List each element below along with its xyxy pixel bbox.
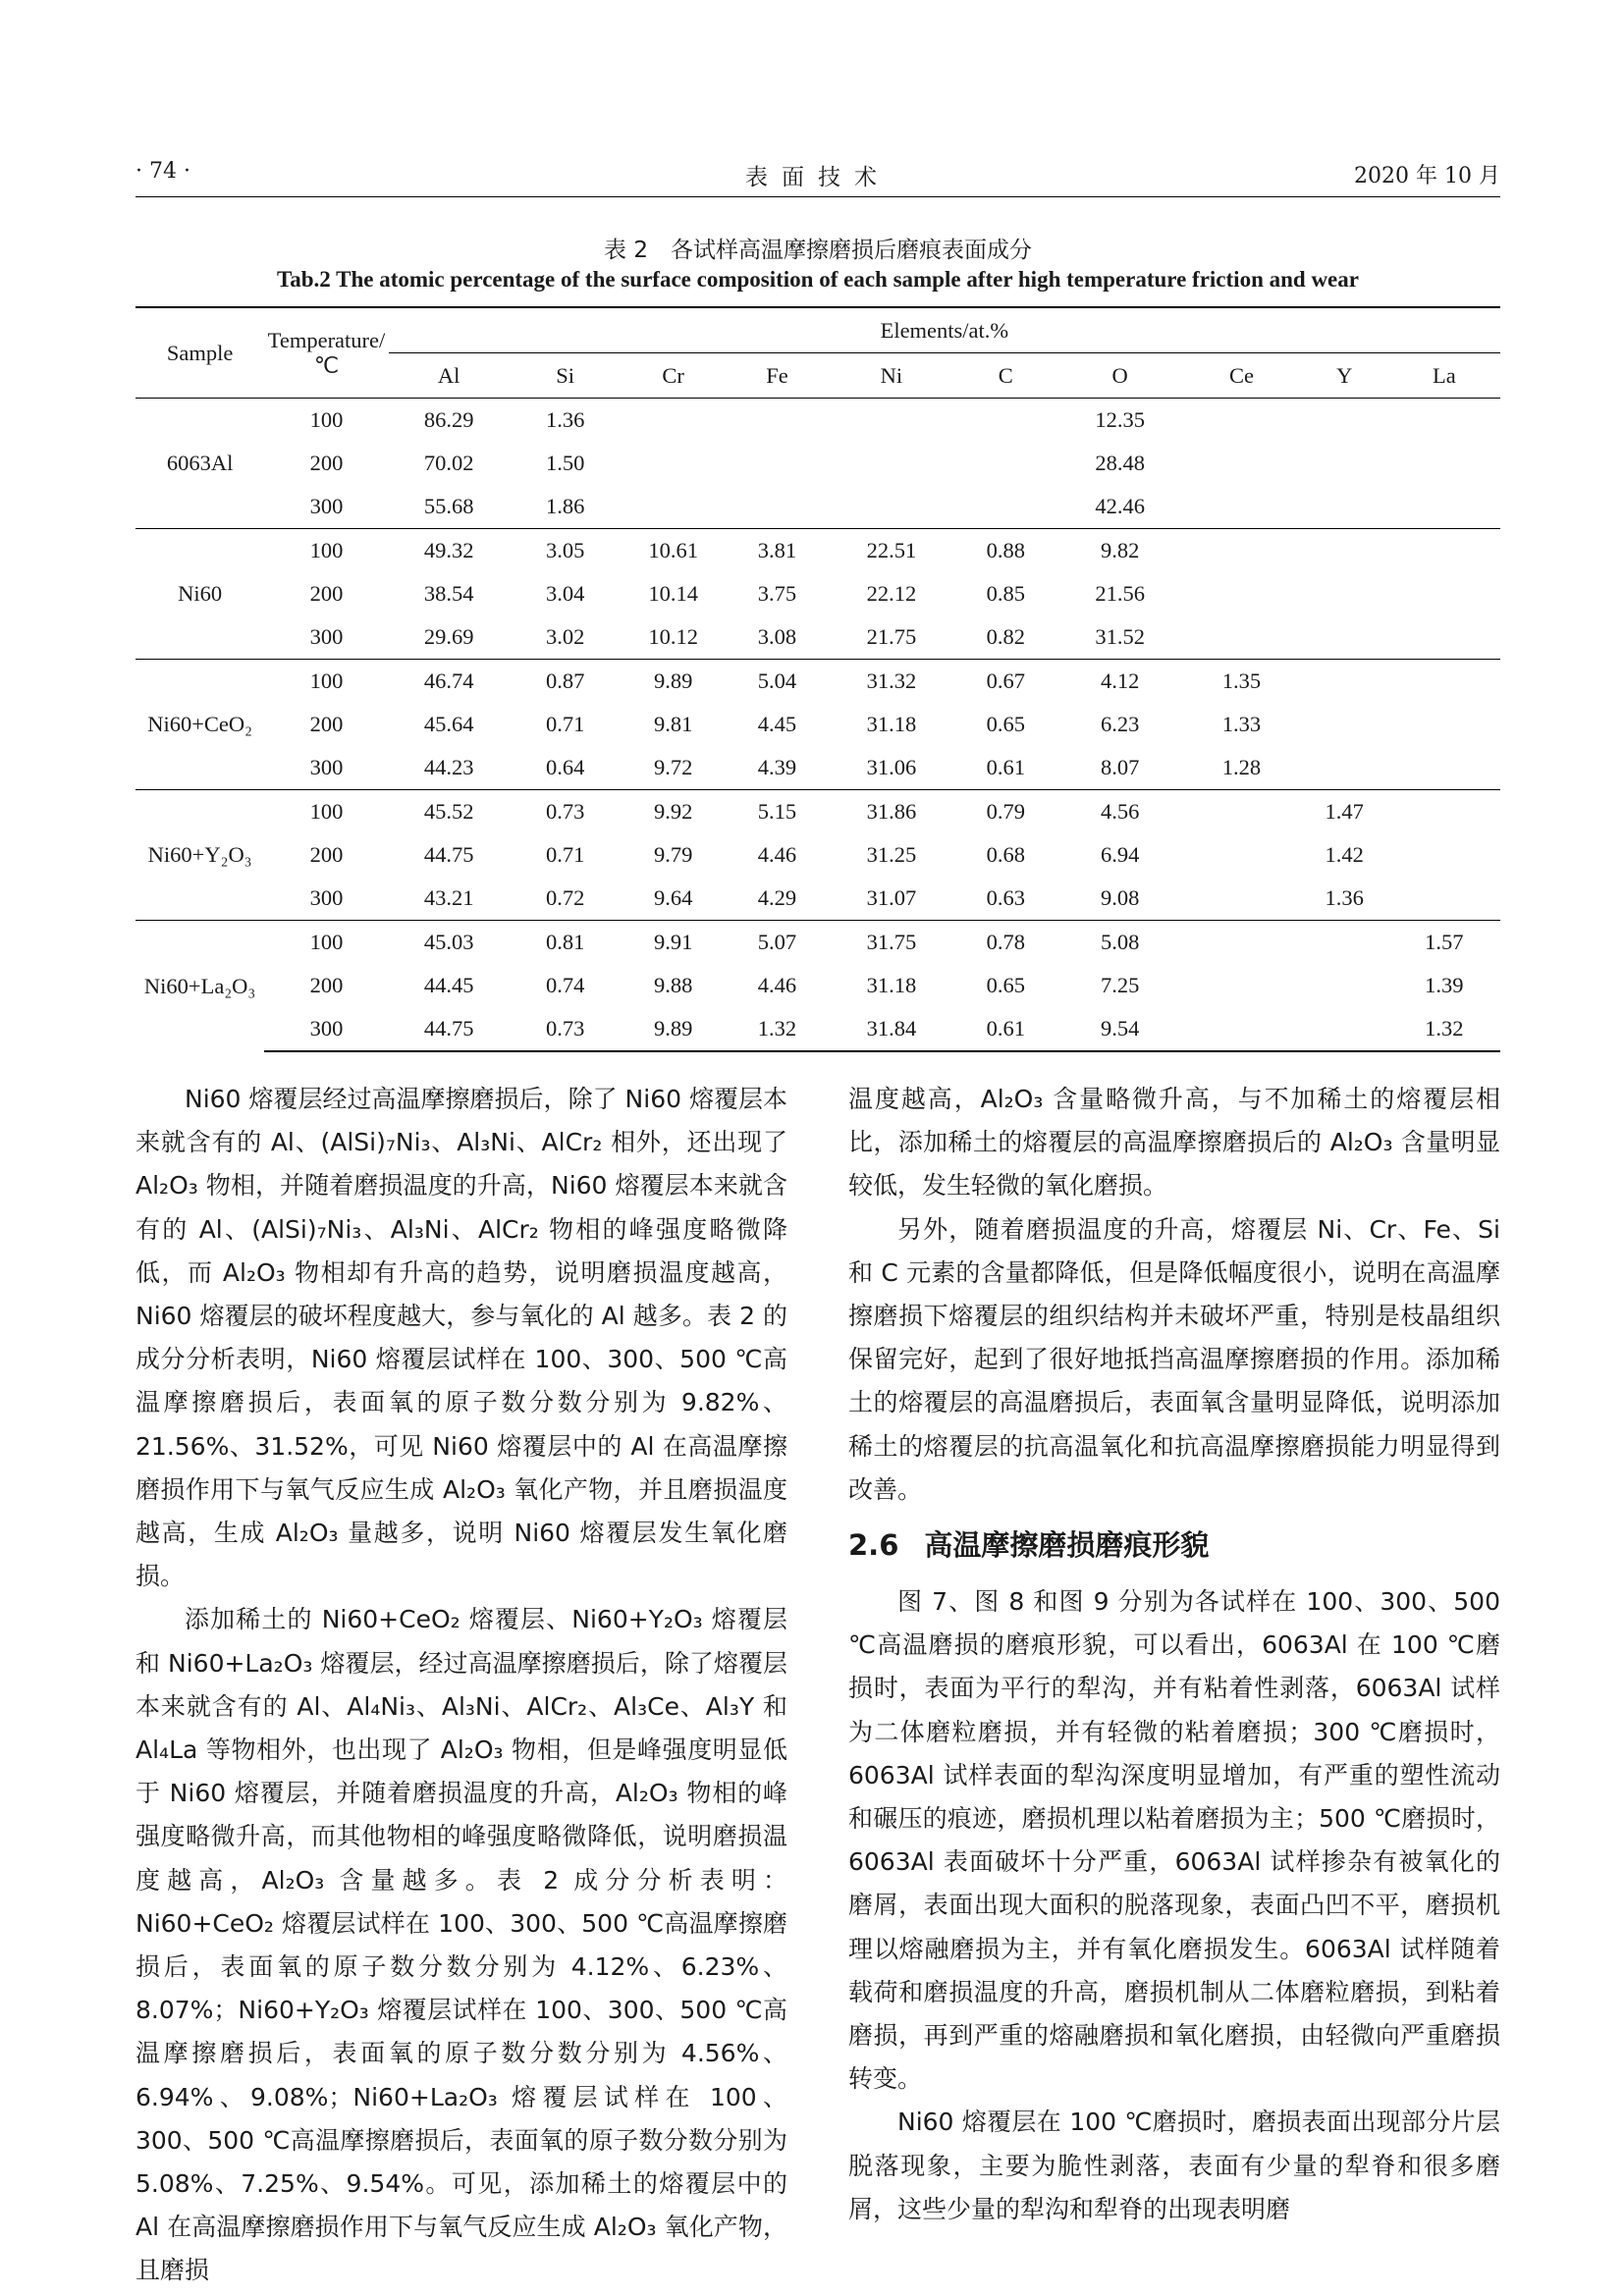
value-cell-fe: 4.46 bbox=[757, 973, 797, 997]
element-header-al: Al bbox=[389, 353, 510, 399]
value-cell-ce bbox=[1182, 442, 1301, 485]
value-cell-ni: 31.32 bbox=[829, 660, 953, 704]
page-number: · 74 · bbox=[135, 159, 190, 184]
value-cell-ce bbox=[1182, 485, 1301, 529]
element-header-ce: Ce bbox=[1182, 353, 1301, 399]
value-cell-ce bbox=[1182, 833, 1301, 877]
journal-title: 表面技术 bbox=[745, 165, 891, 190]
paragraph: Ni60 熔覆层经过高温摩擦磨损后，除了 Ni60 熔覆层本来就含有的 Al、(AlSi)₇Ni₃、Al₃Ni、AlCr₂ 相外，还出现了 Al₂O₃ 物相，并随着磨损温度的升高，Ni60 熔覆层本来就含有的 Al、(AlSi)₇Ni₃、Al₃Ni、AlCr₂ 物相的峰强度略微降低，而 Al₂O₃ 物相却有升高的趋势，说明磨损温度越高，Ni60 熔覆层的破坏程度越大，参与氧化的 Al 越多。表 2 的成分分析表明，Ni60 熔覆层试样在 100、300、500 ℃高温摩擦磨损后，表面氧的原子数分数分别为 9.82%、21.56%、31.52%，可见 Ni60 熔覆层中的 Al 在高温摩擦磨损作用下与氧气反应生成 Al₂O₃ 氧化产物，并且磨损温度越高，生成 Al₂O₃ 量越多，说明 Ni60 熔覆层发生氧化磨损。 bbox=[135, 1085, 787, 1591]
value-cell-ni bbox=[829, 442, 953, 485]
value-cell-ce: 1.28 bbox=[1221, 755, 1262, 779]
temperature-cell: 200 bbox=[309, 842, 344, 867]
value-cell-c: 0.82 bbox=[986, 624, 1025, 649]
element-header-cr: Cr bbox=[622, 353, 726, 399]
value-cell-cr: 9.92 bbox=[622, 790, 726, 834]
table-row bbox=[135, 399, 1500, 443]
value-cell-y bbox=[1301, 572, 1388, 615]
value-cell-ce bbox=[1182, 399, 1301, 443]
value-cell-o: 12.35 bbox=[1057, 399, 1182, 443]
value-cell-fe: 4.46 bbox=[757, 842, 797, 867]
value-cell-al: 55.68 bbox=[423, 494, 474, 518]
value-cell-si: 0.71 bbox=[545, 712, 585, 736]
value-cell-al: 46.74 bbox=[389, 660, 510, 704]
value-cell-ni: 31.75 bbox=[829, 921, 953, 965]
table-row bbox=[135, 746, 1500, 790]
value-cell-si: 3.05 bbox=[510, 529, 622, 573]
value-cell-la bbox=[1388, 615, 1500, 660]
value-cell-si: 0.87 bbox=[510, 660, 622, 704]
value-cell-y bbox=[1301, 615, 1388, 660]
value-cell-si: 0.81 bbox=[510, 921, 622, 965]
value-cell-cr bbox=[622, 442, 726, 485]
value-cell-cr: 9.89 bbox=[622, 660, 726, 704]
value-cell-ce: 1.35 bbox=[1182, 660, 1301, 704]
value-cell-ce bbox=[1182, 877, 1301, 921]
value-cell-y bbox=[1301, 1007, 1388, 1051]
table-row bbox=[135, 921, 1500, 965]
value-cell-c: 0.65 bbox=[986, 973, 1025, 997]
value-cell-al: 49.32 bbox=[389, 529, 510, 573]
value-cell-fe: 5.15 bbox=[726, 790, 830, 834]
temperature-cell: 200 bbox=[309, 712, 344, 736]
temperature-cell: 200 bbox=[309, 451, 344, 475]
value-cell-o: 7.25 bbox=[1100, 973, 1140, 997]
table-caption-zh: 表 2 各试样高温摩擦磨损后磨痕表面成分 bbox=[604, 238, 1032, 263]
value-cell-ni: 31.25 bbox=[866, 842, 917, 867]
element-header-o: O bbox=[1057, 353, 1182, 399]
temperature-cell: 200 bbox=[309, 973, 344, 997]
value-cell-o: 31.52 bbox=[1095, 624, 1145, 649]
value-cell-la bbox=[1388, 877, 1500, 921]
value-cell-al: 70.02 bbox=[423, 451, 474, 475]
sample-group bbox=[135, 921, 1500, 1052]
temperature-cell: 300 bbox=[309, 885, 344, 910]
table-row bbox=[135, 615, 1500, 660]
table-row bbox=[135, 877, 1500, 921]
value-cell-o: 9.08 bbox=[1100, 885, 1140, 910]
value-cell-fe: 1.32 bbox=[726, 1007, 830, 1051]
value-cell-y bbox=[1301, 399, 1388, 443]
value-cell-la bbox=[1388, 399, 1500, 443]
sample-name: Ni60+CeO₂ bbox=[135, 660, 264, 790]
value-cell-c: 0.63 bbox=[986, 885, 1025, 910]
value-cell-c: 0.67 bbox=[953, 660, 1057, 704]
value-cell-c: 0.65 bbox=[986, 712, 1025, 736]
element-header-c: C bbox=[953, 353, 1057, 399]
value-cell-fe bbox=[726, 485, 830, 529]
value-cell-o: 4.12 bbox=[1057, 660, 1182, 704]
value-cell-y: 1.36 bbox=[1325, 885, 1364, 910]
element-header-si: Si bbox=[510, 353, 622, 399]
value-cell-y: 1.47 bbox=[1301, 790, 1388, 834]
table-row bbox=[135, 703, 1500, 746]
value-cell-al: 45.64 bbox=[423, 712, 474, 736]
value-cell-ni bbox=[829, 399, 953, 443]
element-header-fe: Fe bbox=[726, 353, 830, 399]
value-cell-fe: 3.81 bbox=[726, 529, 830, 573]
value-cell-o: 8.07 bbox=[1100, 755, 1140, 779]
value-cell-si: 3.02 bbox=[545, 624, 585, 649]
composition-table bbox=[135, 306, 1500, 1052]
value-cell-la bbox=[1388, 746, 1500, 790]
value-cell-cr: 9.81 bbox=[653, 712, 693, 736]
value-cell-ni: 21.75 bbox=[866, 624, 917, 649]
temperature-cell: 100 bbox=[264, 399, 389, 443]
temperature-cell: 300 bbox=[264, 1007, 389, 1051]
element-header-la: La bbox=[1388, 353, 1500, 399]
section-title: 高温摩擦磨损磨痕形貌 bbox=[924, 1528, 1210, 1563]
table-row bbox=[135, 833, 1500, 877]
value-cell-al: 44.75 bbox=[423, 842, 474, 867]
table-caption-en: Tab.2 The atomic percentage of the surface composition of each sample after high temperature friction and wear bbox=[277, 267, 1359, 292]
temperature-cell: 100 bbox=[264, 790, 389, 834]
value-cell-ni: 31.07 bbox=[866, 885, 917, 910]
sample-group bbox=[135, 790, 1500, 921]
sample-name: Ni60+La₂O₃ bbox=[135, 921, 264, 1052]
value-cell-la: 1.32 bbox=[1388, 1007, 1500, 1051]
value-cell-ce bbox=[1182, 790, 1301, 834]
value-cell-ce: 1.33 bbox=[1221, 712, 1262, 736]
value-cell-c: 0.78 bbox=[953, 921, 1057, 965]
issue-date: 2020 年 10 月 bbox=[1354, 164, 1500, 188]
sample-name: Ni60 bbox=[135, 529, 264, 660]
value-cell-la bbox=[1388, 442, 1500, 485]
value-cell-la bbox=[1388, 572, 1500, 615]
value-cell-y bbox=[1301, 964, 1388, 1007]
element-header-y: Y bbox=[1301, 353, 1388, 399]
value-cell-cr: 10.14 bbox=[648, 581, 698, 606]
value-cell-ce bbox=[1182, 921, 1301, 965]
paragraph: 图 7、图 8 和图 9 分别为各试样在 100、300、500 ℃高温磨损的磨痕形貌，可以看出，6063Al 在 100 ℃磨损时，表面为平行的犁沟，并有粘着性剥落，6063Al 试样为二体磨粒磨损，并有轻微的粘着磨损；300 ℃磨损时，6063Al 试样表面的犁沟深度明显增加，有严重的塑性流动和碾压的痕迹，磨损机理以粘着磨损为主；500 ℃磨损时，6063Al 表面破坏十分严重，6063Al 试样掺杂有被氧化的磨屑，表面出现大面积的脱落现象，表面凸凹不平，磨损机理以熔融磨损为主，并有氧化磨损发生。6063Al 试样随着载荷和磨损温度的升高，磨损机制从二体磨粒磨损，到粘着磨损，再到严重的熔融磨损和氧化磨损，由轻微向严重磨损转变。 bbox=[848, 1587, 1500, 2094]
value-cell-si: 3.04 bbox=[545, 581, 585, 606]
value-cell-ce bbox=[1182, 529, 1301, 573]
value-cell-al: 45.52 bbox=[389, 790, 510, 834]
value-cell-y bbox=[1301, 746, 1388, 790]
value-cell-al: 38.54 bbox=[423, 581, 474, 606]
value-cell-cr bbox=[622, 485, 726, 529]
value-cell-fe: 3.75 bbox=[757, 581, 797, 606]
value-cell-cr: 9.79 bbox=[653, 842, 693, 867]
value-cell-o: 5.08 bbox=[1057, 921, 1182, 965]
value-cell-ni: 31.18 bbox=[866, 712, 917, 736]
value-cell-ni: 31.86 bbox=[829, 790, 953, 834]
table-row bbox=[135, 1007, 1500, 1051]
value-cell-fe: 4.29 bbox=[757, 885, 797, 910]
temperature-cell: 200 bbox=[309, 581, 344, 606]
value-cell-fe: 4.39 bbox=[757, 755, 797, 779]
value-cell-cr: 9.64 bbox=[653, 885, 693, 910]
value-cell-o: 21.56 bbox=[1095, 581, 1145, 606]
value-cell-y bbox=[1301, 529, 1388, 573]
value-cell-fe: 5.07 bbox=[726, 921, 830, 965]
value-cell-la bbox=[1388, 485, 1500, 529]
value-cell-ni: 31.18 bbox=[866, 973, 917, 997]
table-row bbox=[135, 485, 1500, 529]
value-cell-si: 1.50 bbox=[545, 451, 585, 475]
value-cell-la: 1.57 bbox=[1388, 921, 1500, 965]
value-cell-o: 42.46 bbox=[1095, 494, 1145, 518]
value-cell-ce bbox=[1182, 964, 1301, 1007]
right-column bbox=[848, 1078, 1500, 2231]
value-cell-si: 0.74 bbox=[545, 973, 585, 997]
value-cell-y bbox=[1301, 660, 1388, 704]
value-cell-y bbox=[1301, 921, 1388, 965]
value-cell-c bbox=[953, 399, 1057, 443]
page-header bbox=[135, 157, 1500, 197]
value-cell-y bbox=[1301, 442, 1388, 485]
paragraph: 添加稀土的 Ni60+CeO₂ 熔覆层、Ni60+Y₂O₃ 熔覆层和 Ni60+La₂O₃ 熔覆层，经过高温摩擦磨损后，除了熔覆层本来就含有的 Al、Al₄Ni₃、Al₃Ni、AlCr₂、Al₃Ce、Al₃Y 和 Al₄La 等物相外，也出现了 Al₂O₃ 物相，但是峰强度明显低于 Ni60 熔覆层，并随着磨损温度的升高，Al₂O₃ 物相的峰强度略微升高，而其他物相的峰强度略微降低，说明磨损温度越高，Al₂O₃ 含量越多。表 2 成分分析表明：Ni60+CeO₂ 熔覆层试样在 100、300、500 ℃高温摩擦磨损后，表面氧的原子数分数分别为 4.12%、6.23%、8.07%；Ni60+Y₂O₃ 熔覆层试样在 100、300、500 ℃高温摩擦磨损后，表面氧的原子数分数分别为 4.56%、6.94%、9.08%；Ni60+La₂O₃ 熔覆层试样在 100、300、500 ℃高温摩擦磨损后，表面氧的原子数分数分别为 5.08%、7.25%、9.54%。可见，添加稀土的熔覆层中的 Al 在高温摩擦磨损作用下与氧气反应生成 Al₂O₃ 氧化产物，且磨损 bbox=[135, 1605, 787, 2285]
sample-name: Ni60+Y₂O₃ bbox=[135, 790, 264, 921]
value-cell-la bbox=[1388, 833, 1500, 877]
value-cell-la: 1.39 bbox=[1425, 973, 1464, 997]
value-cell-si: 1.86 bbox=[545, 494, 585, 518]
value-cell-ni: 22.12 bbox=[866, 581, 917, 606]
value-cell-la bbox=[1388, 660, 1500, 704]
value-cell-o: 4.56 bbox=[1057, 790, 1182, 834]
value-cell-cr: 9.72 bbox=[653, 755, 693, 779]
element-header-ni: Ni bbox=[829, 353, 953, 399]
value-cell-cr: 9.89 bbox=[622, 1007, 726, 1051]
sample-group bbox=[135, 660, 1500, 790]
value-cell-al: 45.03 bbox=[389, 921, 510, 965]
value-cell-si: 0.73 bbox=[510, 790, 622, 834]
value-cell-y bbox=[1301, 703, 1388, 746]
section-heading bbox=[848, 1518, 1500, 1573]
value-cell-si: 0.73 bbox=[510, 1007, 622, 1051]
temperature-cell: 100 bbox=[264, 660, 389, 704]
value-cell-c: 0.88 bbox=[953, 529, 1057, 573]
value-cell-ni: 22.51 bbox=[829, 529, 953, 573]
paragraph-continued: 温度越高，Al₂O₃ 含量略微升高，与不加稀土的熔覆层相比，添加稀土的熔覆层的高温摩擦磨损后的 Al₂O₃ 含量明显较低，发生轻微的氧化磨损。 bbox=[848, 1085, 1500, 1201]
value-cell-la bbox=[1388, 703, 1500, 746]
value-cell-o: 9.82 bbox=[1057, 529, 1182, 573]
value-cell-al: 44.23 bbox=[423, 755, 474, 779]
value-cell-fe: 4.45 bbox=[757, 712, 797, 736]
value-cell-c: 0.85 bbox=[986, 581, 1025, 606]
value-cell-o: 6.23 bbox=[1100, 712, 1140, 736]
value-cell-ni bbox=[829, 485, 953, 529]
value-cell-cr bbox=[622, 399, 726, 443]
value-cell-y: 1.42 bbox=[1325, 842, 1364, 867]
temperature-cell: 300 bbox=[309, 624, 344, 649]
table-row bbox=[135, 660, 1500, 704]
sample-group bbox=[135, 399, 1500, 529]
value-cell-si: 1.36 bbox=[510, 399, 622, 443]
value-cell-c: 0.61 bbox=[986, 755, 1025, 779]
value-cell-o: 6.94 bbox=[1100, 842, 1140, 867]
value-cell-al: 86.29 bbox=[389, 399, 510, 443]
value-cell-cr: 10.61 bbox=[622, 529, 726, 573]
value-cell-cr: 9.91 bbox=[622, 921, 726, 965]
paragraph: 另外，随着磨损温度的升高，熔覆层 Ni、Cr、Fe、Si 和 C 元素的含量都降低，但是降低幅度很小，说明在高温摩擦磨损下熔覆层的组织结构并未破坏严重，特别是枝晶组织保留完好，起到了很好地抵挡高温摩擦磨损的作用。添加稀土的熔覆层的高温磨损后，表面氧含量明显降低，说明添加稀土的熔覆层的抗高温氧化和抗高温摩擦磨损能力明显得到改善。 bbox=[848, 1214, 1500, 1504]
value-cell-fe bbox=[726, 442, 830, 485]
value-cell-si: 0.72 bbox=[545, 885, 585, 910]
table-row bbox=[135, 964, 1500, 1007]
value-cell-o: 9.54 bbox=[1057, 1007, 1182, 1051]
table-row bbox=[135, 529, 1500, 573]
value-cell-al: 29.69 bbox=[423, 624, 474, 649]
value-cell-ce bbox=[1182, 1007, 1301, 1051]
value-cell-al: 44.75 bbox=[389, 1007, 510, 1051]
value-cell-fe: 5.04 bbox=[726, 660, 830, 704]
value-cell-al: 43.21 bbox=[423, 885, 474, 910]
temperature-cell: 100 bbox=[264, 921, 389, 965]
value-cell-y bbox=[1301, 485, 1388, 529]
sample-group bbox=[135, 529, 1500, 660]
value-cell-fe bbox=[726, 399, 830, 443]
sample-name: 6063Al bbox=[135, 399, 264, 529]
value-cell-ni: 31.84 bbox=[829, 1007, 953, 1051]
value-cell-fe: 3.08 bbox=[757, 624, 797, 649]
temperature-cell: 300 bbox=[309, 494, 344, 518]
table-row bbox=[135, 572, 1500, 615]
temperature-cell: 300 bbox=[309, 755, 344, 779]
table-row bbox=[135, 442, 1500, 485]
value-cell-si: 0.71 bbox=[545, 842, 585, 867]
value-cell-o: 28.48 bbox=[1095, 451, 1145, 475]
value-cell-ce bbox=[1182, 615, 1301, 660]
value-cell-c: 0.79 bbox=[953, 790, 1057, 834]
paragraph: Ni60 熔覆层在 100 ℃磨损时，磨损表面出现部分片层脱落现象，主要为脆性剥落，表面有少量的犁脊和很多磨屑，这些少量的犁沟和犁脊的出现表明磨 bbox=[848, 2108, 1500, 2223]
value-cell-ce bbox=[1182, 572, 1301, 615]
value-cell-c: 0.61 bbox=[953, 1007, 1057, 1051]
value-cell-al: 44.45 bbox=[423, 973, 474, 997]
temperature-cell: 100 bbox=[264, 529, 389, 573]
value-cell-ni: 31.06 bbox=[866, 755, 917, 779]
table-row bbox=[135, 790, 1500, 834]
sample-header: Sample bbox=[135, 307, 264, 399]
value-cell-si: 0.64 bbox=[545, 755, 585, 779]
value-cell-c bbox=[953, 442, 1057, 485]
left-column bbox=[135, 1078, 787, 2293]
value-cell-cr: 9.88 bbox=[653, 973, 693, 997]
value-cell-c: 0.68 bbox=[986, 842, 1025, 867]
value-cell-cr: 10.12 bbox=[648, 624, 698, 649]
temperature-header: Temperature/ ℃ bbox=[264, 307, 389, 399]
section-number: 2.6 bbox=[848, 1528, 899, 1563]
value-cell-la bbox=[1388, 529, 1500, 573]
elements-header: Elements/at.% bbox=[389, 307, 1500, 353]
value-cell-c bbox=[953, 485, 1057, 529]
value-cell-la bbox=[1388, 790, 1500, 834]
